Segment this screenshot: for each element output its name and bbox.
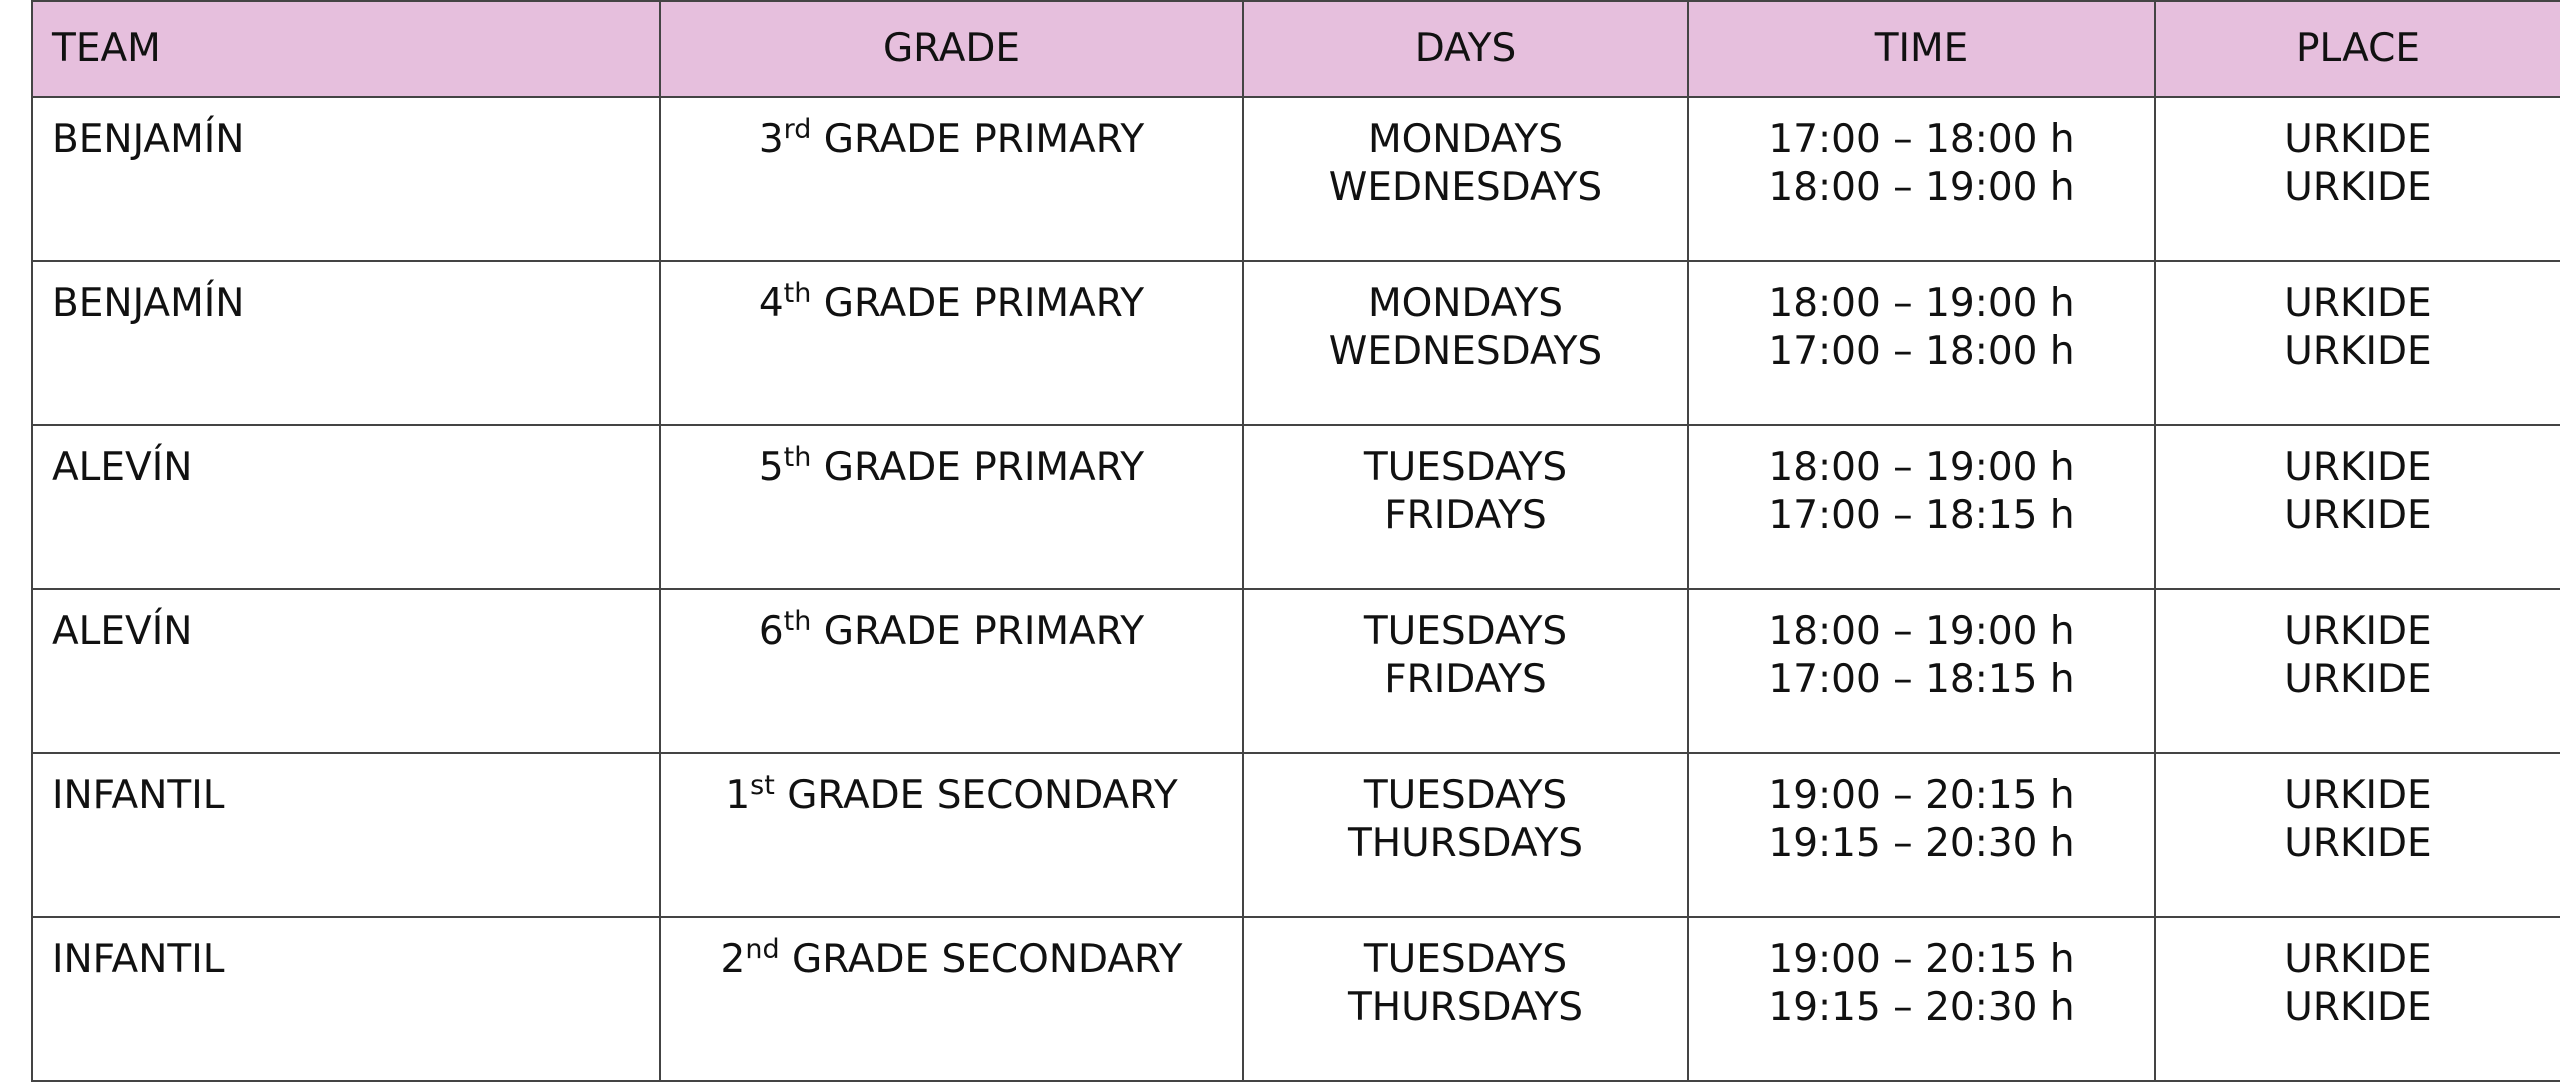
day-label: THURSDAYS	[1347, 821, 1584, 866]
grade-cell	[660, 753, 1243, 917]
grade-text: GRADE SECONDARY	[774, 773, 1178, 818]
time-range: 17:00 – 18:00 h	[1768, 329, 2075, 374]
time-cell	[1688, 261, 2155, 425]
days-cell	[1243, 589, 1688, 753]
days-cell	[1243, 425, 1688, 589]
day-label: TUESDAYS	[1363, 937, 1568, 982]
grade-number: 1	[725, 773, 751, 818]
time-cell	[1688, 589, 2155, 753]
header-grade: GRADE	[660, 1, 1243, 97]
day-label: FRIDAYS	[1384, 493, 1547, 538]
day-label: MONDAYS	[1367, 281, 1564, 326]
place-cell	[2155, 97, 2560, 261]
place-cell	[2155, 425, 2560, 589]
team-cell: ALEVÍN	[32, 425, 660, 589]
day-label: TUESDAYS	[1363, 609, 1568, 654]
grade-number: 2	[720, 937, 746, 982]
time-range: 19:00 – 20:15 h	[1768, 937, 2075, 982]
time-range: 17:00 – 18:15 h	[1768, 657, 2075, 702]
time-cell	[1688, 917, 2155, 1081]
day-label: TUESDAYS	[1363, 445, 1568, 490]
place-label: URKIDE	[2284, 773, 2432, 818]
place-label: URKIDE	[2284, 329, 2432, 374]
days-cell	[1243, 261, 1688, 425]
place-label: URKIDE	[2284, 609, 2432, 654]
time-range: 19:15 – 20:30 h	[1768, 985, 2075, 1030]
time-cell	[1688, 97, 2155, 261]
team-cell: ALEVÍN	[32, 589, 660, 753]
place-label: URKIDE	[2284, 445, 2432, 490]
header-row	[32, 1, 2560, 97]
grade-cell	[660, 917, 1243, 1081]
time-range: 18:00 – 19:00 h	[1768, 445, 2075, 490]
grade-ordinal-suffix: th	[783, 606, 812, 637]
grade-number: 4	[758, 281, 784, 326]
table-row	[32, 753, 2560, 917]
table-row	[32, 917, 2560, 1081]
table-row	[32, 97, 2560, 261]
team-cell: BENJAMÍN	[32, 261, 660, 425]
table-row	[32, 425, 2560, 589]
grade-text: GRADE PRIMARY	[811, 609, 1145, 654]
header-team: TEAM	[32, 1, 660, 97]
day-label: THURSDAYS	[1347, 985, 1584, 1030]
grade-text: GRADE PRIMARY	[811, 445, 1145, 490]
time-range: 18:00 – 19:00 h	[1768, 165, 2075, 210]
place-cell	[2155, 917, 2560, 1081]
time-range: 19:00 – 20:15 h	[1768, 773, 2075, 818]
place-cell	[2155, 753, 2560, 917]
time-range: 19:15 – 20:30 h	[1768, 821, 2075, 866]
header-place: PLACE	[2155, 1, 2560, 97]
place-cell	[2155, 261, 2560, 425]
time-cell	[1688, 753, 2155, 917]
time-range: 17:00 – 18:00 h	[1768, 117, 2075, 162]
grade-ordinal-suffix: th	[783, 442, 812, 473]
place-cell	[2155, 589, 2560, 753]
schedule-container	[31, 0, 2560, 1082]
days-cell	[1243, 917, 1688, 1081]
place-label: URKIDE	[2284, 281, 2432, 326]
place-label: URKIDE	[2284, 165, 2432, 210]
place-label: URKIDE	[2284, 937, 2432, 982]
grade-cell	[660, 261, 1243, 425]
time-range: 17:00 – 18:15 h	[1768, 493, 2075, 538]
grade-ordinal-suffix: rd	[783, 114, 812, 145]
table-row	[32, 261, 2560, 425]
day-label: TUESDAYS	[1363, 773, 1568, 818]
header-time: TIME	[1688, 1, 2155, 97]
place-label: URKIDE	[2284, 493, 2432, 538]
schedule-table	[31, 0, 2560, 1082]
grade-text: GRADE PRIMARY	[811, 281, 1145, 326]
table-row	[32, 589, 2560, 753]
grade-ordinal-suffix: st	[750, 770, 775, 801]
day-label: WEDNESDAYS	[1328, 165, 1603, 210]
team-cell: INFANTIL	[32, 753, 660, 917]
time-cell	[1688, 425, 2155, 589]
days-cell	[1243, 97, 1688, 261]
place-label: URKIDE	[2284, 117, 2432, 162]
days-cell	[1243, 753, 1688, 917]
grade-text: GRADE SECONDARY	[779, 937, 1183, 982]
grade-number: 3	[758, 117, 784, 162]
team-cell: BENJAMÍN	[32, 97, 660, 261]
grade-number: 6	[758, 609, 784, 654]
grade-number: 5	[758, 445, 784, 490]
day-label: WEDNESDAYS	[1328, 329, 1603, 374]
day-label: FRIDAYS	[1384, 657, 1547, 702]
place-label: URKIDE	[2284, 821, 2432, 866]
grade-cell	[660, 97, 1243, 261]
header-days: DAYS	[1243, 1, 1688, 97]
time-range: 18:00 – 19:00 h	[1768, 281, 2075, 326]
grade-ordinal-suffix: th	[783, 278, 812, 309]
place-label: URKIDE	[2284, 985, 2432, 1030]
team-cell: INFANTIL	[32, 917, 660, 1081]
grade-cell	[660, 425, 1243, 589]
place-label: URKIDE	[2284, 657, 2432, 702]
grade-cell	[660, 589, 1243, 753]
grade-ordinal-suffix: nd	[745, 934, 780, 965]
day-label: MONDAYS	[1367, 117, 1564, 162]
time-range: 18:00 – 19:00 h	[1768, 609, 2075, 654]
grade-text: GRADE PRIMARY	[811, 117, 1145, 162]
